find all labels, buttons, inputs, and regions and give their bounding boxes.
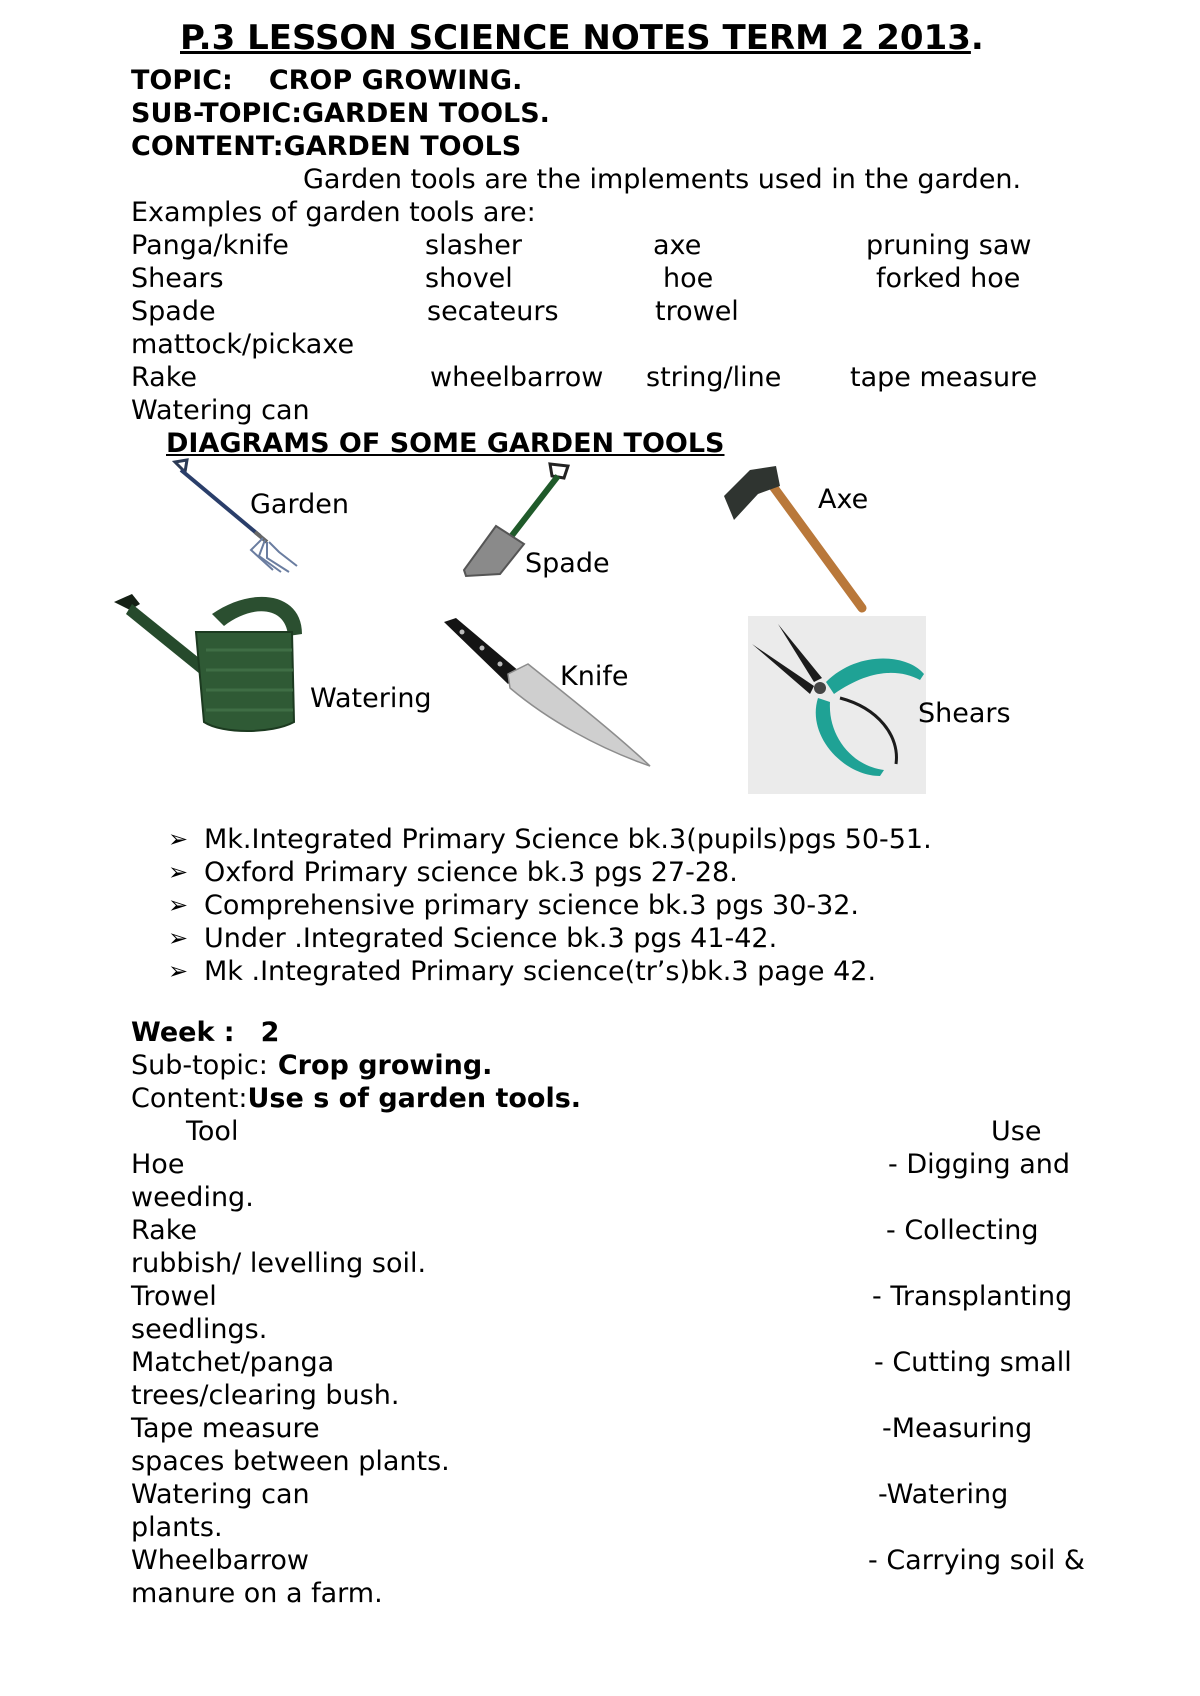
use-tool: Trowel [131,1281,217,1312]
topic-label: TOPIC: [131,65,233,96]
garden-label: Garden [250,489,349,520]
use-text: -Watering [878,1479,1009,1510]
use-cont: weeding. [131,1182,254,1213]
use-text: - Cutting small [874,1347,1072,1378]
example-item: wheelbarrow [430,362,604,393]
topic-line [131,64,522,97]
axe-label: Axe [818,484,869,515]
knife-label: Knife [560,661,629,692]
example-item: Rake [131,362,197,393]
example-item: axe [653,230,702,261]
use-cont: seedlings. [131,1314,268,1345]
example-item: mattock/pickaxe [131,329,355,360]
use-text: - Transplanting [872,1281,1073,1312]
use-cont: manure on a farm. [131,1578,383,1609]
example-item: tape measure [850,362,1038,393]
page-title [180,18,984,58]
example-item: pruning saw [866,230,1032,261]
use-tool: Tape measure [131,1413,320,1444]
watering-label: Watering [310,683,432,714]
arrow-bullet-icon: ➢ [168,825,189,853]
shears-label: Shears [918,698,1011,729]
reference-item: Oxford Primary science bk.3 pgs 27-28. [204,857,738,888]
arrow-bullet-icon: ➢ [168,924,189,952]
uses-header-tool: Tool [186,1116,239,1147]
use-text: -Measuring [882,1413,1033,1444]
example-item: trowel [655,296,739,327]
use-tool: Watering can [131,1479,310,1510]
use-text: - Carrying soil & [868,1545,1085,1576]
use-cont: plants. [131,1512,223,1543]
example-item: Watering can [131,395,310,426]
arrow-bullet-icon: ➢ [168,891,189,919]
use-cont: trees/clearing bush. [131,1380,400,1411]
use-tool: Hoe [131,1149,185,1180]
topic-value: CROP GROWING. [268,65,523,96]
shears-icon [748,616,926,794]
reference-item: Comprehensive primary science bk.3 pgs 30-32. [204,890,860,921]
example-item: Spade [131,296,216,327]
example-item: Shears [131,263,224,294]
content2-value: Use s of garden tools. [247,1083,582,1114]
example-item: secateurs [427,296,559,327]
example-item: string/line [646,362,782,393]
uses-header-use: Use [991,1116,1042,1147]
example-item: slasher [425,230,523,261]
use-text: - Collecting [886,1215,1039,1246]
arrow-bullet-icon: ➢ [168,957,189,985]
use-tool: Matchet/panga [131,1347,335,1378]
title-text: P.3 LESSON SCIENCE NOTES TERM 2 2013 [180,18,971,58]
subtopic2-line [131,1049,492,1082]
title-dot: . [970,18,984,58]
watering-can-icon [112,592,312,734]
example-item: hoe [663,263,714,294]
week-value: 2 [260,1017,280,1048]
reference-item: Under .Integrated Science bk.3 pgs 41-42. [204,923,778,954]
use-tool: Wheelbarrow [131,1545,309,1576]
reference-item: Mk.Integrated Primary Science bk.3(pupils)pgs 50-51. [204,824,932,855]
example-item: forked hoe [876,263,1021,294]
use-cont: rubbish/ levelling soil. [131,1248,427,1279]
subtopic-line: SUB-TOPIC:GARDEN TOOLS. [131,98,550,129]
use-tool: Rake [131,1215,197,1246]
examples-intro: Examples of garden tools are: [131,197,536,228]
arrow-bullet-icon: ➢ [168,858,189,886]
example-item: Panga/knife [131,230,289,261]
week-label: Week : [131,1017,235,1048]
spade-label: Spade [525,548,610,579]
subtopic2-value: Crop growing. [277,1050,493,1081]
example-item: shovel [425,263,513,294]
diagrams-heading: DIAGRAMS OF SOME GARDEN TOOLS [166,428,725,459]
content2-line [131,1082,581,1115]
content2-label: Content: [131,1083,248,1114]
week-line [131,1016,279,1049]
definition-text: Garden tools are the implements used in the garden. [303,164,1022,195]
subtopic2-label: Sub-topic: [131,1050,268,1081]
use-text: - Digging and [888,1149,1071,1180]
reference-item: Mk .Integrated Primary science(tr’s)bk.3 page 42. [204,956,877,987]
content-line: CONTENT:GARDEN TOOLS [131,131,522,162]
use-cont: spaces between plants. [131,1446,450,1477]
